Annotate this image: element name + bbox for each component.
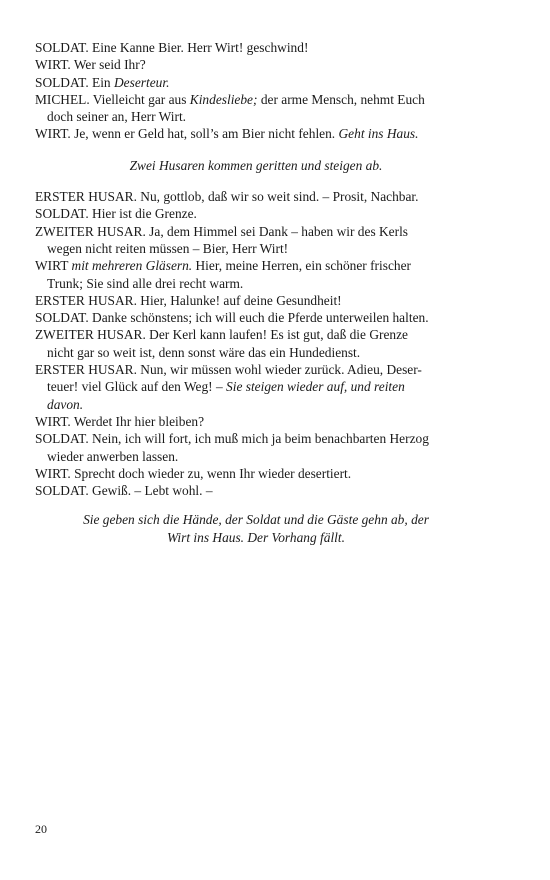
dialogue-line <box>35 125 477 142</box>
stage-direction: Wirt ins Haus. Der Vorhang fällt. <box>167 529 345 545</box>
stage-direction-inline: Kindesliebe; <box>189 91 258 107</box>
dialogue-continuation <box>35 378 477 395</box>
stage-direction-inline: mit mehreren Gläsern. <box>71 258 193 274</box>
dialogue-line: WIRT. Sprecht doch wieder zu, wenn Ihr wieder desertiert. <box>35 465 352 481</box>
dialogue-line: ZWEITER HUSAR. Ja, dem Himmel sei Dank – haben wir des Kerls <box>35 223 409 239</box>
spacer <box>35 499 477 511</box>
dialogue-line: SOLDAT. Eine Kanne Bier. Herr Wirt! geschwind! <box>35 40 309 55</box>
dialogue-line: SOLDAT. Danke schönstens; ich will euch die Pferde unterweilen halten. <box>35 310 429 326</box>
dialogue-continuation: nicht gar so weit ist, denn sonst wäre das ein Hundedienst. <box>47 344 361 360</box>
dialogue-line: SOLDAT. Nein, ich will fort, ich muß mich ja beim benachbarten Herzog <box>35 431 429 447</box>
dialogue-continuation: doch seiner an, Herr Wirt. <box>47 109 187 125</box>
speech-text: Hier, meine Herren, ein schöner frischer <box>195 258 411 274</box>
page-number: 20 <box>35 822 47 836</box>
dialogue-line: SOLDAT. Hier ist die Grenze. <box>35 206 197 222</box>
dialogue-line: SOLDAT. Gewiß. – Lebt wohl. – <box>35 483 213 499</box>
speaker-text: MICHEL. Vielleicht gar aus <box>35 91 187 107</box>
spacer <box>35 174 477 188</box>
dialogue-continuation <box>35 396 477 413</box>
dialogue-line: ERSTER HUSAR. Hier, Halunke! auf deine Gesundheit! <box>35 292 342 308</box>
stage-direction: Sie geben sich die Hände, der Soldat und die Gäste gehn ab, der <box>83 512 429 528</box>
dialogue-line: ZWEITER HUSAR. Der Kerl kann laufen! Es ist gut, daß die Grenze <box>35 327 408 343</box>
dialogue-line: ERSTER HUSAR. Nu, gottlob, daß wir so weit sind. – Prosit, Nachbar. <box>35 189 419 205</box>
speaker-text: SOLDAT. Ein <box>35 74 111 90</box>
dialogue-line: WIRT. Werdet Ihr hier bleiben? <box>35 413 205 429</box>
spacer <box>35 143 477 157</box>
dialogue-continuation: wegen nicht reiten müssen – Bier, Herr Wirt! <box>47 240 289 256</box>
stage-direction-inline: davon. <box>47 396 84 412</box>
stage-direction-inline: Sie steigen wieder auf, und reiten <box>226 379 405 395</box>
play-text <box>35 39 477 546</box>
dialogue-continuation: wieder anwerben lassen. <box>47 448 179 464</box>
stage-direction-inline: Geht ins Haus. <box>338 126 419 142</box>
speech-text: der arme Mensch, nehmt Euch <box>260 91 425 107</box>
speaker-text: WIRT <box>35 258 69 274</box>
dialogue-line <box>35 257 477 274</box>
dialogue-line: WIRT. Wer seid Ihr? <box>35 57 146 73</box>
stage-direction-inline: Deserteur. <box>114 74 170 90</box>
dialogue-line: ERSTER HUSAR. Nun, wir müssen wohl wieder zurück. Adieu, Deser- <box>35 362 422 378</box>
dialogue-line <box>35 91 477 108</box>
speech-text: teuer! viel Glück auf den Weg! – <box>47 379 223 395</box>
dialogue-line <box>35 74 477 91</box>
stage-direction: Zwei Husaren kommen geritten und steigen ab. <box>129 157 383 173</box>
speech-text: WIRT. Je, wenn er Geld hat, soll’s am Bier nicht fehlen. <box>35 126 336 142</box>
dialogue-continuation: Trunk; Sie sind alle drei recht warm. <box>47 275 244 291</box>
